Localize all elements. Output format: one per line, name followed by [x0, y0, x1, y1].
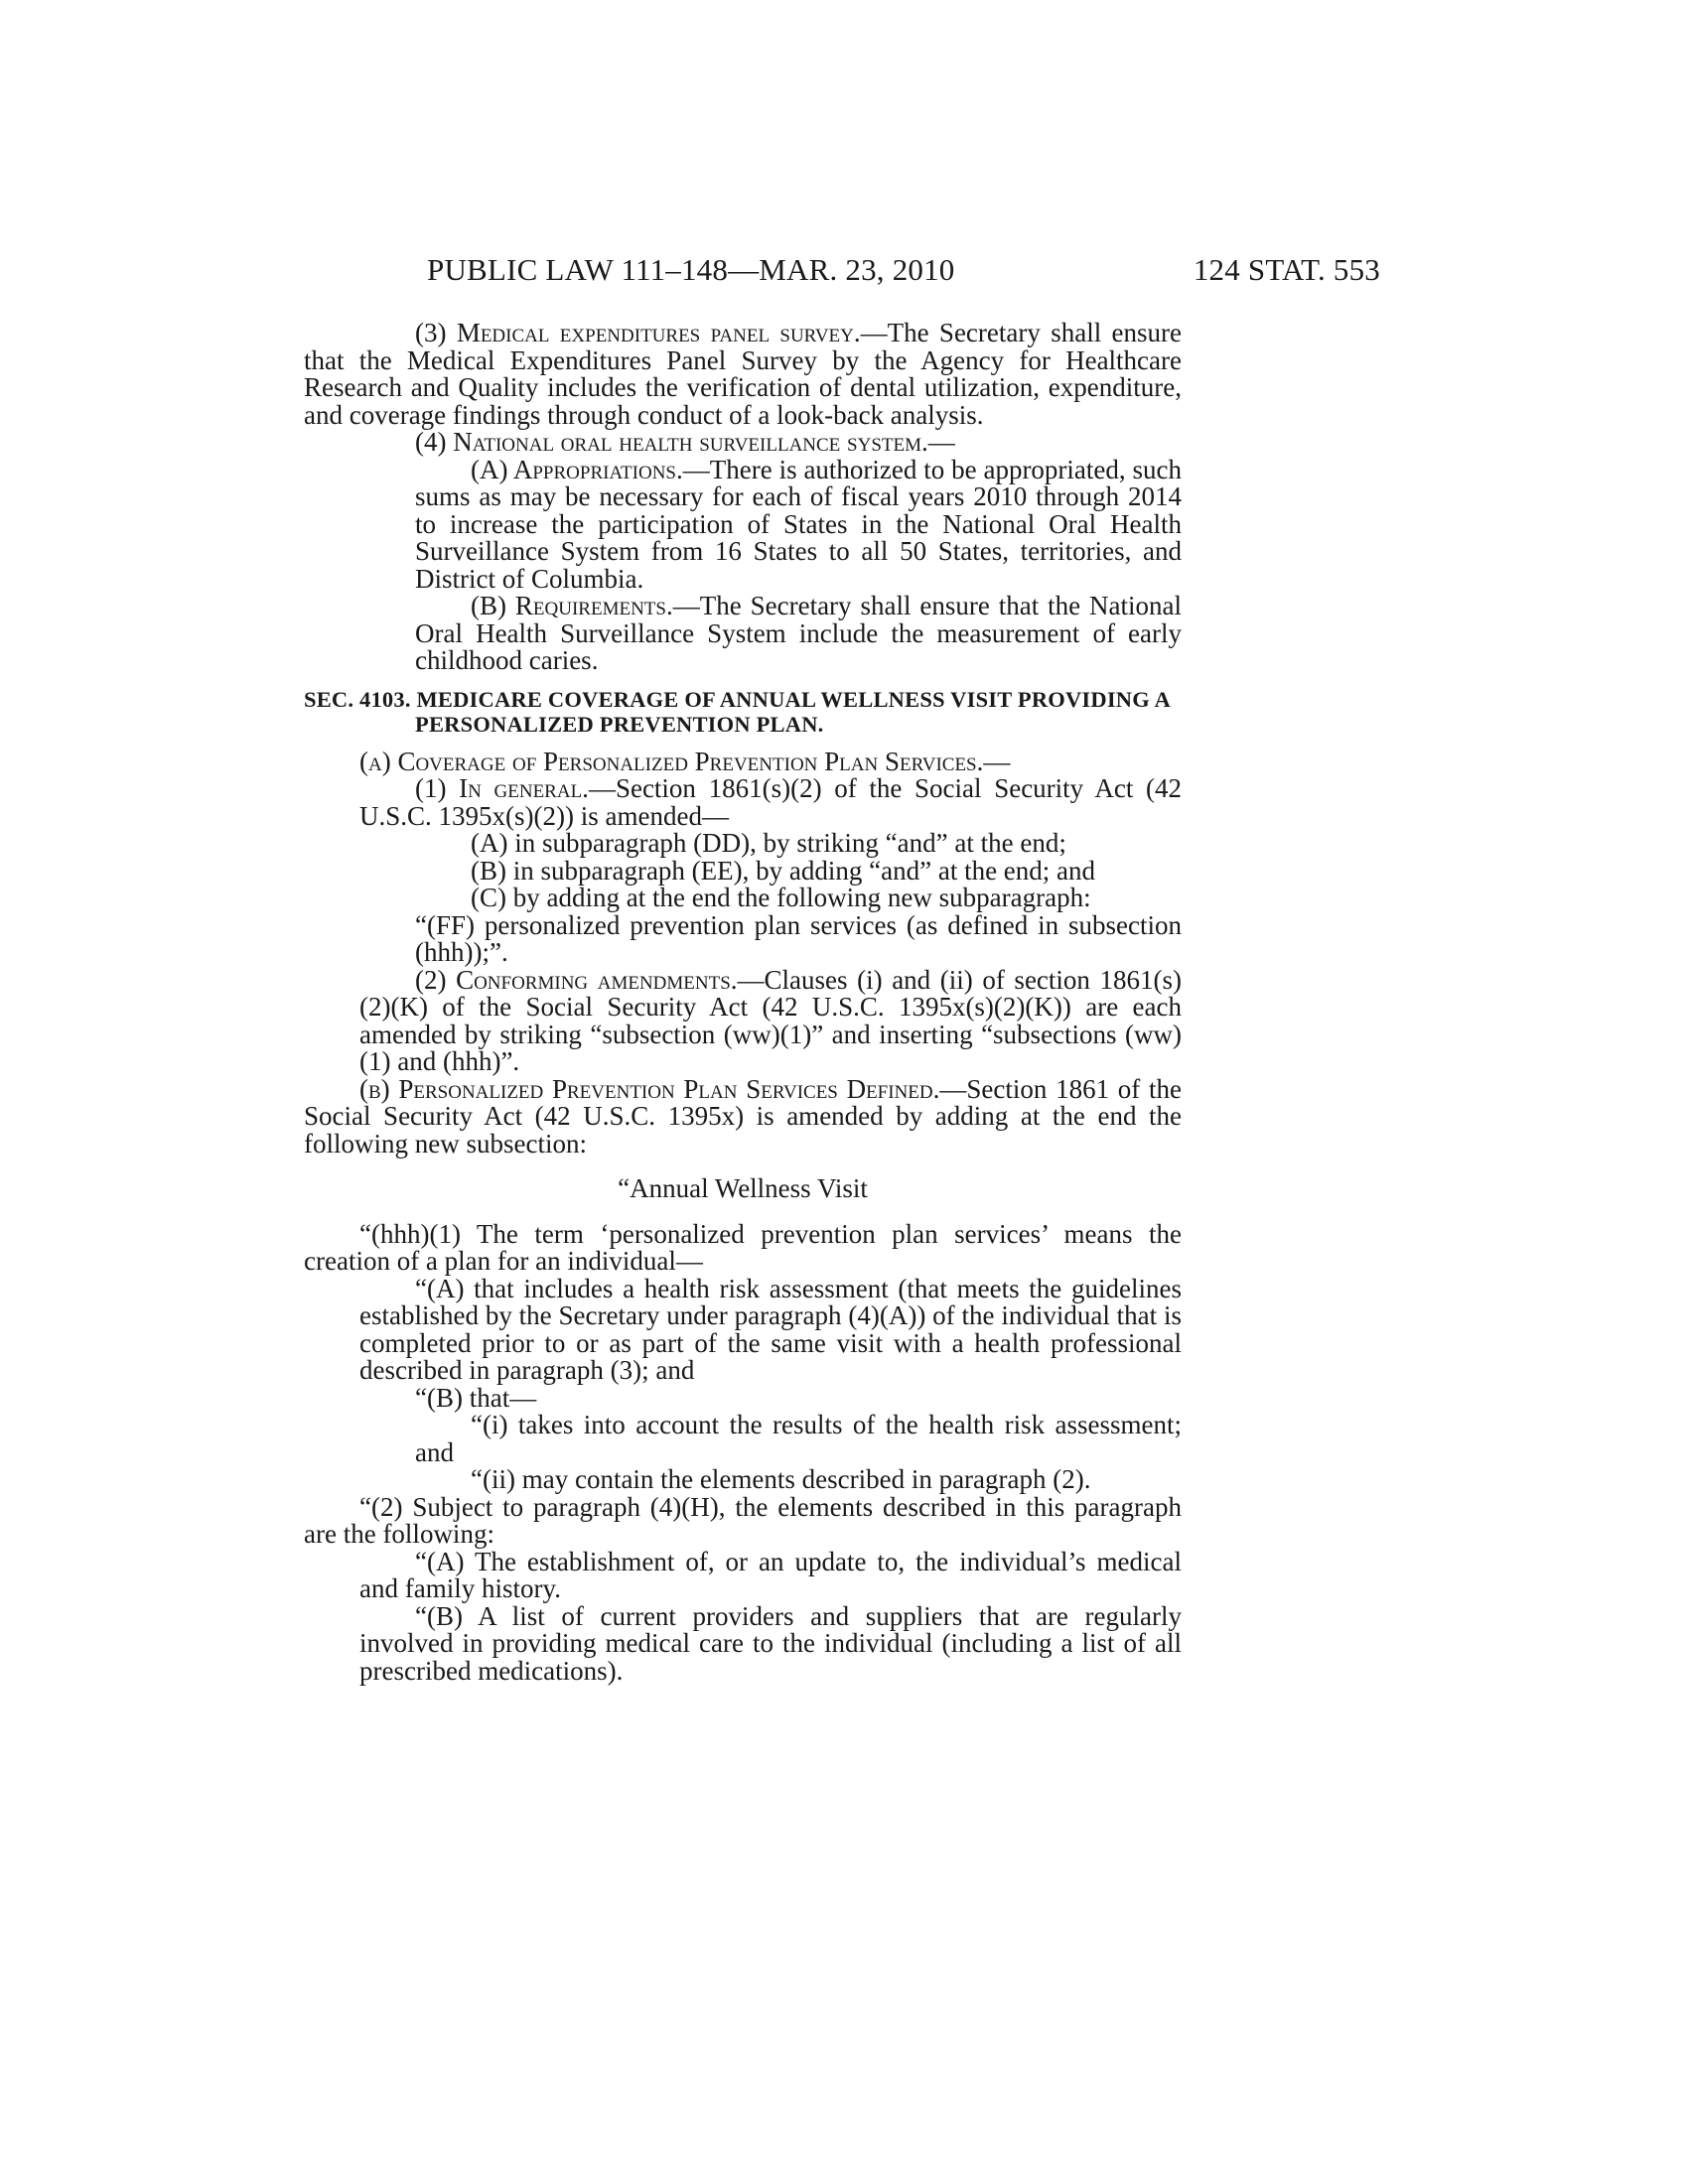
public-law-citation: PUBLIC LAW 111–148—MAR. 23, 2010 [427, 252, 955, 287]
subparagraph-4a [415, 454, 1182, 594]
paragraph-3-heading: (3) Medical expenditures panel survey. [415, 318, 861, 347]
clause-a1b: (B) in subparagraph (EE), by adding “and” at the end; and [471, 855, 1096, 886]
subsection-a-paragraph-1-text: —Section 1861(s)(2) of the Social Security Act (42 U.S.C. 1395x(s)(2)) is amended— [359, 773, 1182, 831]
clause-a1c: (C) by adding at the end the following new subparagraph: [471, 883, 1091, 912]
subsection-a-heading: (a) Coverage of Personalized Prevention Plan Services. [359, 746, 984, 776]
subsection-a-paragraph-2-text: —Clauses (i) and (ii) of section 1861(s)(2)(K) of the Social Security Act (42 U.S.C. 1395x(s)(2)(K)) are each amended by striking “subsection (ww)(1)” and inserting “subsections (ww)(1) and (hhh)”. [359, 964, 1182, 1076]
hhh-paragraph-1: “(hhh)(1) The term ‘personalized prevention plan services’ means the creation of a plan for an individual— [304, 1218, 1182, 1276]
annual-wellness-visit-heading: “Annual Wellness Visit [618, 1173, 868, 1203]
subparagraph-4b-heading: (B) Requirements. [471, 591, 673, 620]
subsection-b [304, 1073, 1183, 1159]
paragraph-4-heading: (4) National oral health surveillance system. [415, 427, 928, 457]
paragraph-3 [304, 320, 1182, 429]
subsection-a-paragraph-2-heading: (2) Conforming amendments. [415, 964, 738, 995]
hhh-paragraph-1b: “(B) that— [415, 1382, 537, 1413]
hhh-paragraph-2: “(2) Subject to paragraph (4)(H), the elements described in this paragraph are the following: [304, 1491, 1182, 1549]
subsection-a [304, 746, 1182, 776]
subsection-a-dash: — [983, 746, 1011, 776]
hhh-paragraph-2b: “(B) A list of current providers and suppliers that are regularly involved in providing medical care to the individual (including a list of all prescribed medications). [359, 1600, 1182, 1686]
subparagraph-4b-text: —The Secretary shall ensure that the National Oral Health Surveillance System include the measurement of early childhood caries. [415, 591, 1182, 675]
subsection-b-text: —Section 1861 of the Social Security Act (42 U.S.C. 1395x) is amended by adding at the end the following new subsection: [304, 1073, 1183, 1159]
paragraph-4-dash: — [927, 427, 955, 457]
clause-a1a: (A) in subparagraph (DD), by striking “and” at the end; [471, 828, 1066, 858]
hhh-paragraph-2a: “(A) The establishment of, or an update to, the individual’s medical and family history. [359, 1546, 1182, 1603]
subparagraph-4a-text: —There is authorized to be appropriated, such sums as may be necessary for each of fiscal years 2010 through 2014 to increase the participation of States in the National Oral Health Surveillance System from 16 States to all 50 States, territories, and District of Columbia. [415, 454, 1182, 594]
paragraph-3-text: —The Secretary shall ensure that the Medical Expenditures Panel Survey by the Agency for Healthcare Research and Quality includes the verification of dental utilization, expenditure, and coverage findings through conduct of a look-back analysis. [304, 318, 1182, 430]
hhh-clause-1bi: “(i) takes into account the results of the health risk assessment; and [415, 1410, 1182, 1467]
paragraph-4 [304, 429, 1182, 457]
section-4103-heading: SEC. 4103. MEDICARE COVERAGE OF ANNUAL WELLNESS VISIT PROVIDING A PERSONALIZED PREVENTION PLAN. [304, 686, 1170, 737]
inserted-text-ff: “(FF) personalized prevention plan services (as defined in subsection (hhh));”. [415, 909, 1182, 967]
subparagraph-4b [415, 593, 1182, 675]
subsection-a-paragraph-2 [359, 964, 1182, 1076]
subsection-a-paragraph-1 [359, 775, 1182, 830]
subparagraph-4a-heading: (A) Appropriations. [471, 454, 683, 484]
running-head [427, 250, 1380, 290]
hhh-paragraph-1a: “(A) that includes a health risk assessment (that meets the guidelines established by the Secretary under paragraph (4)(A)) of the individual that is completed prior to or as part of the same visit with a health professional described in paragraph (3); and [359, 1273, 1182, 1385]
statute-page-number: 124 STAT. 553 [1193, 252, 1380, 287]
document-body [304, 320, 1182, 1685]
hhh-clause-1bii: “(ii) may contain the elements described in paragraph (2). [471, 1464, 1091, 1494]
subsection-a-paragraph-1-heading: (1) In general. [415, 773, 589, 803]
subsection-b-heading: (b) Personalized Prevention Plan Services Defined. [359, 1073, 940, 1104]
